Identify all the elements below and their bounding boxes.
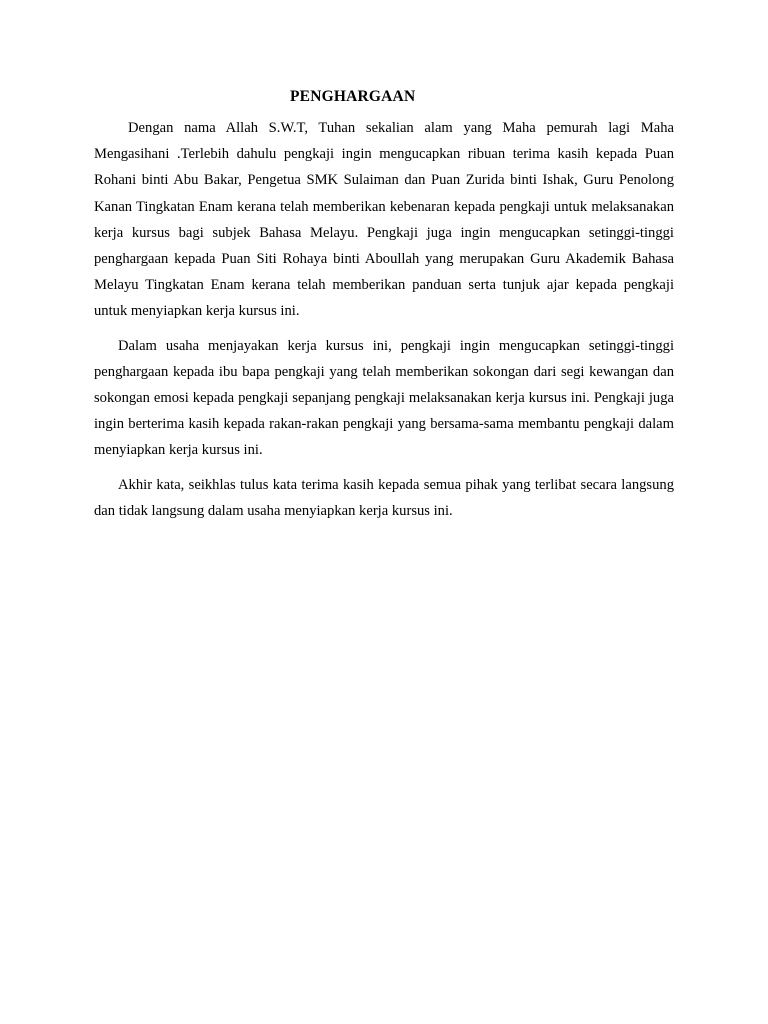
paragraph-3: Akhir kata, seikhlas tulus kata terima kasih kepada semua pihak yang terlibat secara langsung dan tidak langsung dalam usaha menyiapkan kerja kursus ini. bbox=[94, 476, 674, 519]
paragraph-1: Dengan nama Allah S.W.T, Tuhan sekalian alam yang Maha pemurah lagi Maha Mengasihani .Terlebih dahulu pengkaji ingin mengucapkan ribuan terima kasih kepada Puan Rohani binti Abu Bakar, Pengetua SMK Sulaiman dan Puan Zurida binti Ishak, Guru Penolong Kanan Tingkatan Enam kerana telah memberikan kebenaran kepada pengkaji untuk melaksanakan kerja kursus bagi subjek Bahasa Melayu. Pengkaji juga ingin mengucapkan setinggi-tinggi penghargaan kepada Puan Siti Rohaya binti Aboullah yang merupakan Guru Akademik Bahasa Melayu Tingkatan Enam kerana telah memberikan panduan serta tunjuk ajar kepada pengkaji untuk menyiapkan kerja kursus ini. bbox=[94, 120, 674, 320]
document-body bbox=[94, 115, 674, 532]
page-title: PENGHARGAAN bbox=[290, 88, 416, 105]
paragraph-2: Dalam usaha menjayakan kerja kursus ini, pengkaji ingin mengucapkan setinggi-tinggi penghargaan kepada ibu bapa pengkaji yang telah memberikan sokongan dari segi kewangan dan sokongan emosi kepada pengkaji sepanjang pengkaji melaksanakan kerja kursus ini. Pengkaji juga ingin berterima kasih kepada rakan-rakan pengkaji yang bersama-sama membantu pengkaji dalam menyiapkan kerja kursus ini. bbox=[94, 337, 674, 459]
